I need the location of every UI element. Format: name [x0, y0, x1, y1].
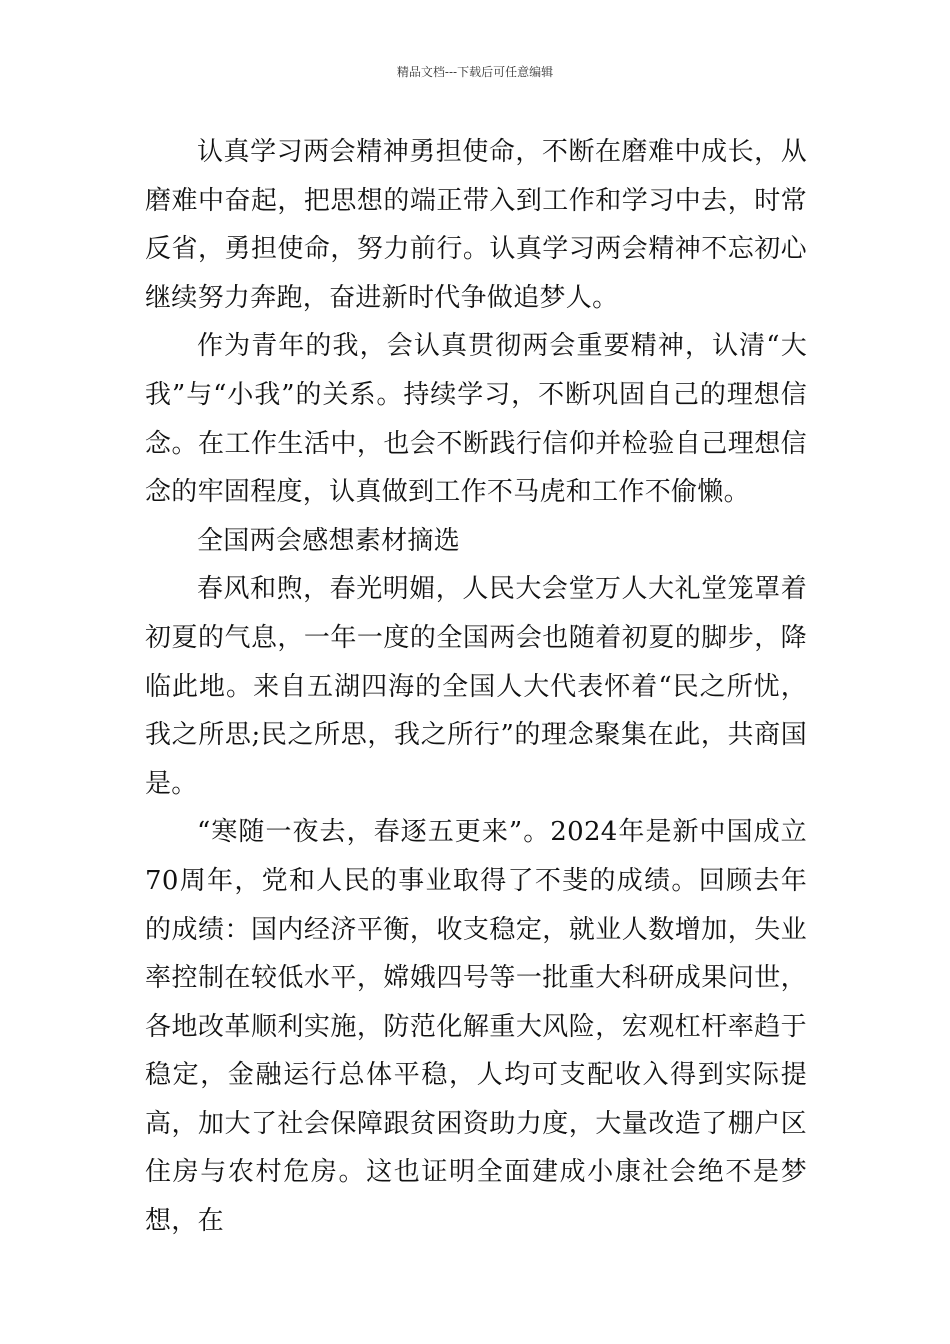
page-header: 精品文档---下载后可任意编辑 — [396, 65, 554, 79]
document-body — [145, 128, 807, 1246]
paragraph-2: 作为青年的我，会认真贯彻两会重要精神，认清“大我”与“小我”的关系。持续学习，不断巩固自己的理想信念。在工作生活中，也会不断践行信仰并检验自己理想信念的牢固程度，认真做到工作不马虎和工作不偷懒。 — [145, 331, 807, 508]
section-heading: 全国两会感想素材摘选 — [197, 525, 461, 556]
paragraph-1: 认真学习两会精神勇担使命，不断在磨难中成长，从磨难中奋起，把思想的端正带入到工作和学习中去，时常反省，勇担使命，努力前行。认真学习两会精神不忘初心继续努力奔跑，奋进新时代争做追梦人。 — [145, 137, 807, 313]
paragraph-4: “寒随一夜去，春逐五更来”。2024年是新中国成立70周年，党和人民的事业取得了不斐的成绩。回顾去年的成绩：国内经济平衡，收支稳定，就业人数增加，失业率控制在较低水平，嫦娥四号等一批重大科研成果问世，各地改革顺利实施，防范化解重大风险，宏观杠杆率趋于稳定，金融运行总体平稳，人均可支配收入得到实际提高，加大了社会保障跟贫困资助力度，大量改造了棚户区住房与农村危房。这也证明全面建成小康社会绝不是梦想，在 — [145, 817, 807, 1237]
paragraph-3: 春风和煦，春光明媚，人民大会堂万人大礼堂笼罩着初夏的气息，一年一度的全国两会也随着初夏的脚步，降临此地。来自五湖四海的全国人大代表怀着“民之所忧，我之所思;民之所思，我之所行”的理念聚集在此，共商国是。 — [145, 574, 807, 799]
